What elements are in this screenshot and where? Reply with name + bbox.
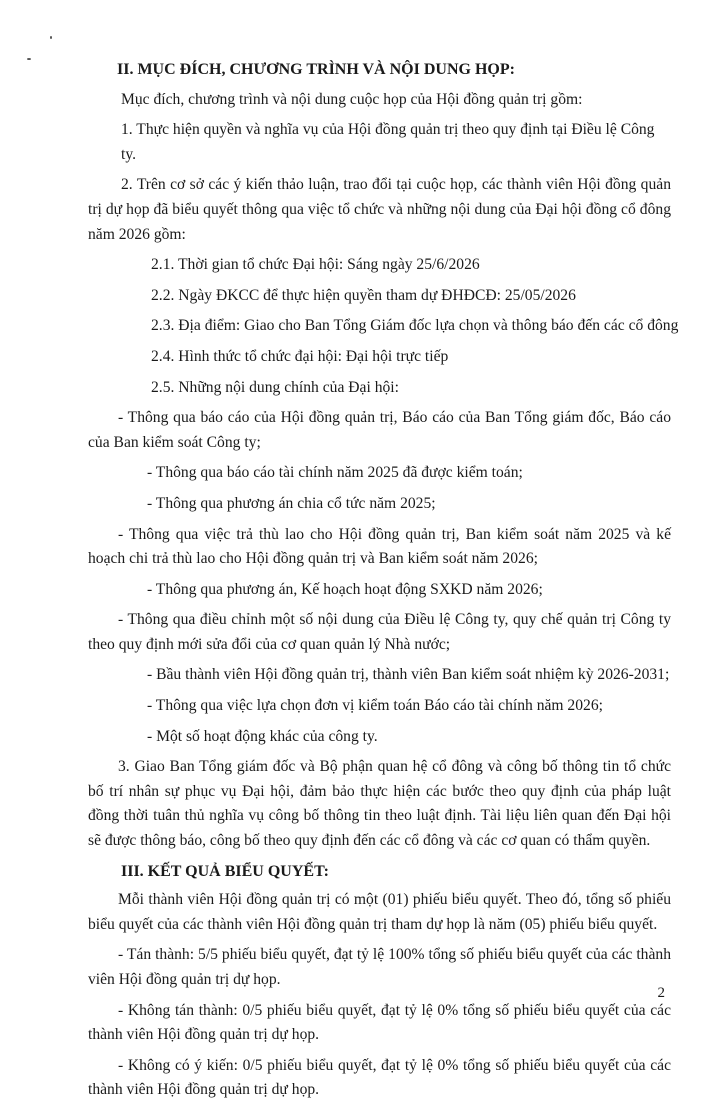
agenda-bullet: - Bầu thành viên Hội đồng quản trị, thành viên Ban kiểm soát nhiệm kỳ 2026-2031; bbox=[147, 666, 670, 684]
agenda-bullet: - Thông qua báo cáo của Hội đồng quản trị, Báo cáo của Ban Tổng giám đốc, Báo cáo của Ban kiểm soát Công ty; bbox=[88, 409, 671, 451]
sub-item-2-3: 2.3. Địa điểm: Giao cho Ban Tổng Giám đốc lựa chọn và thông báo đến các cổ đông bbox=[151, 317, 679, 335]
vote-result-abstain: - Không có ý kiến: 0/5 phiếu biểu quyết, đạt tỷ lệ 0% tổng số phiếu biểu quyết của các thành viên Hội đồng quản trị dự họp. bbox=[88, 1056, 671, 1099]
agenda-bullet: - Thông qua báo cáo tài chính năm 2025 đã được kiểm toán; bbox=[147, 464, 523, 482]
page-number: 2 bbox=[657, 985, 665, 1001]
agenda-bullet: - Thông qua việc lựa chọn đơn vị kiểm toán Báo cáo tài chính năm 2026; bbox=[147, 697, 603, 715]
section-2-intro: Mục đích, chương trình và nội dung cuộc họp của Hội đồng quản trị gồm: bbox=[121, 90, 583, 108]
agenda-bullet: - Thông qua điều chỉnh một số nội dung của Điều lệ Công ty, quy chế quản trị Công ty theo quy định mới sửa đổi của cơ quan quản lý Nhà nước; bbox=[88, 611, 671, 653]
sub-item-2-4: 2.4. Hình thức tổ chức đại hội: Đại hội trực tiếp bbox=[151, 347, 449, 365]
sub-item-2-1: 2.1. Thời gian tổ chức Đại hội: Sáng ngày 25/6/2026 bbox=[151, 256, 480, 274]
sub-item-2-5: 2.5. Những nội dung chính của Đại hội: bbox=[151, 378, 399, 396]
section-2-title: II. MỤC ĐÍCH, CHƯƠNG TRÌNH VÀ NỘI DUNG HỌP: bbox=[117, 61, 515, 78]
section-2-point-3: 3. Giao Ban Tổng giám đốc và Bộ phận quan hệ cổ đông và công bố thông tin tổ chức bố trí nhân sự phục vụ Đại hội, đảm bảo thực hiện các bước theo quy định của pháp luật đồng thời tuân thủ nghĩa vụ công bố thông tin theo luật định. Tài liệu liên quan đến Đại hội sẽ được thông báo, công bố theo quy định đến các cổ đông và các cơ quan có thẩm quyền. bbox=[88, 758, 671, 850]
section-3-intro: Mỗi thành viên Hội đồng quản trị có một (01) phiếu biểu quyết. Theo đó, tổng số phiếu biểu quyết của các thành viên Hội đồng quản trị tham dự họp là năm (05) phiếu biểu quyết. bbox=[88, 891, 671, 933]
agenda-bullet: - Thông qua phương án chia cổ tức năm 2025; bbox=[147, 494, 436, 512]
section-2-point-1: 1. Thực hiện quyền và nghĩa vụ của Hội đồng quản trị theo quy định tại Điều lệ Công ty. bbox=[121, 121, 655, 163]
sub-item-2-2: 2.2. Ngày ĐKCC để thực hiện quyền tham dự ĐHĐCĐ: 25/05/2026 bbox=[151, 286, 576, 304]
agenda-bullet: - Thông qua phương án, Kế hoạch hoạt động SXKD năm 2026; bbox=[147, 580, 543, 598]
section-3-title: III. KẾT QUẢ BIỂU QUYẾT: bbox=[121, 862, 329, 880]
vote-result-against: - Không tán thành: 0/5 phiếu biểu quyết, đạt tỷ lệ 0% tổng số phiếu biểu quyết của các thành viên Hội đồng quản trị dự họp. bbox=[88, 1001, 671, 1044]
agenda-bullet: - Thông qua việc trả thù lao cho Hội đồng quản trị, Ban kiểm soát năm 2025 và kế hoạch chi trả thù lao cho Hội đồng quản trị và Ban kiểm soát năm 2026; bbox=[88, 525, 671, 568]
section-2-point-2: 2. Trên cơ sở các ý kiến thảo luận, trao đổi tại cuộc họp, các thành viên Hội đồng quản trị dự họp đã biểu quyết thông qua việc tổ chức và những nội dung của Đại hội đồng cổ đông năm 2026 gồm: bbox=[88, 176, 671, 243]
agenda-bullet: - Một số hoạt động khác của công ty. bbox=[147, 727, 378, 745]
vote-result-approve: - Tán thành: 5/5 phiếu biểu quyết, đạt tỷ lệ 100% tổng số phiếu biểu quyết của các thành viên Hội đồng quản trị dự họp. bbox=[88, 946, 671, 988]
scan-speck bbox=[50, 36, 52, 39]
scan-speck bbox=[27, 58, 31, 60]
